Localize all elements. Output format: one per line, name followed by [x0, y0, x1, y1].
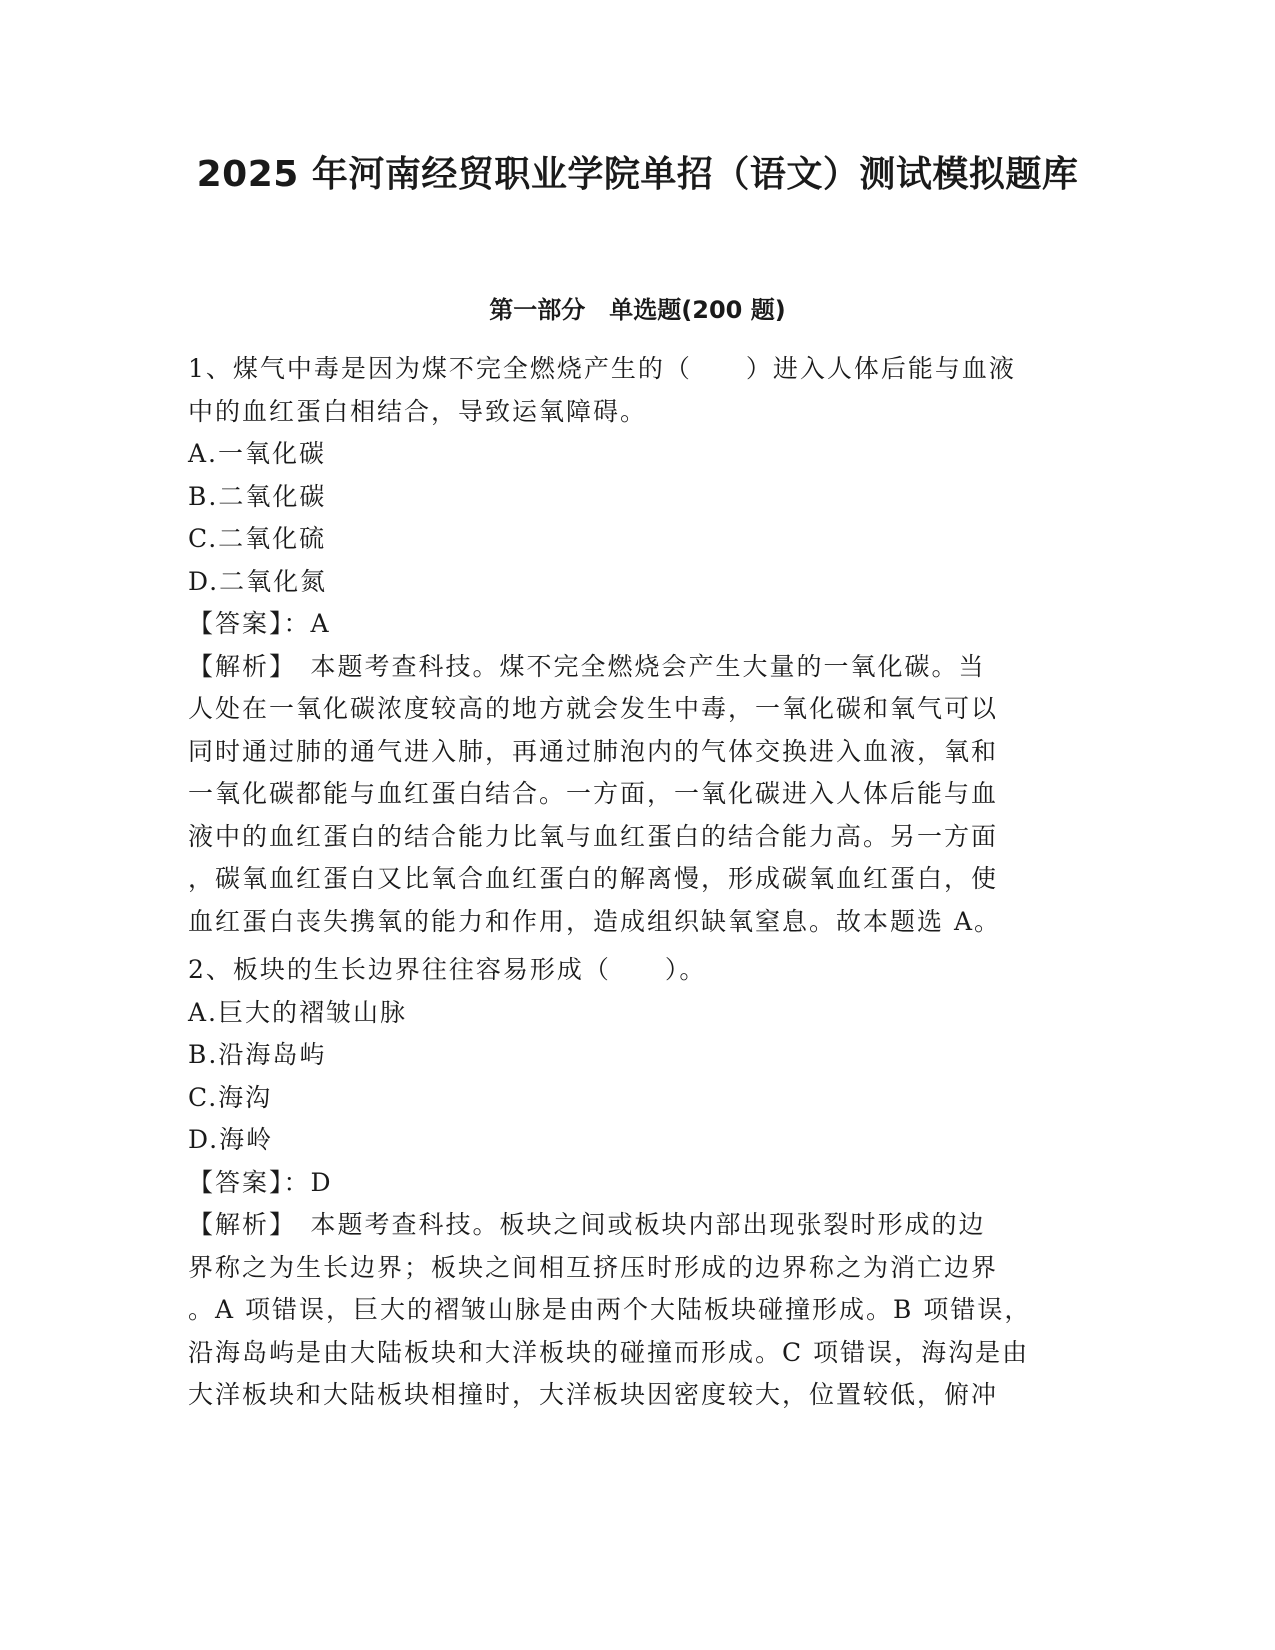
question-stem-line: 1、煤气中毒是因为煤不完全燃烧产生的（ ）进入人体后能与血液	[188, 354, 1016, 383]
question-stem-line: 中的血红蛋白相结合，导致运氧障碍。	[188, 396, 648, 426]
analysis-line: 【解析】 本题考查科技。煤不完全燃烧会产生大量的一氧化碳。当	[188, 651, 986, 681]
question-stem-line: 2、板块的生长边界往往容易形成（ ）。	[188, 955, 707, 984]
option-b: B.沿海岛屿	[188, 1040, 327, 1069]
analysis-line: ，碳氧血红蛋白又比氧合血红蛋白的解离慢，形成碳氧血红蛋白，使	[188, 864, 999, 893]
option-d: D.海岭	[188, 1125, 274, 1154]
answer-line: 【答案】：D	[188, 1167, 333, 1197]
analysis-line: 。A 项错误，巨大的褶皱山脉是由两个大陆板块碰撞形成。B 项错误，	[188, 1295, 1032, 1324]
question-block	[188, 949, 1083, 1417]
analysis-line: 大洋板块和大陆板块相撞时，大洋板块因密度较大，位置较低，俯冲	[188, 1380, 999, 1409]
analysis-line: 一氧化碳都能与血红蛋白结合。一方面，一氧化碳进入人体后能与血	[188, 779, 999, 808]
analysis-line: 界称之为生长边界；板块之间相互挤压时形成的边界称之为消亡边界	[188, 1252, 999, 1282]
option-c: C.二氧化硫	[188, 524, 327, 553]
question-list	[188, 348, 1083, 1417]
analysis-line: 同时通过肺的通气进入肺，再通过肺泡内的气体交换进入血液，氧和	[188, 736, 999, 766]
page-title: 2025 年河南经贸职业学院单招（语文）测试模拟题库	[196, 154, 1079, 195]
option-c: C.海沟	[188, 1082, 273, 1112]
option-a: A.一氧化碳	[188, 439, 327, 468]
analysis-line: 血红蛋白丧失携氧的能力和作用，造成组织缺氧窒息。故本题选 A。	[188, 906, 1002, 936]
option-d: D.二氧化氮	[188, 566, 328, 596]
analysis-line: 人处在一氧化碳浓度较高的地方就会发生中毒，一氧化碳和氧气可以	[188, 694, 999, 723]
option-a: A.巨大的褶皱山脉	[188, 997, 408, 1027]
answer-line: 【答案】：A	[188, 609, 331, 638]
option-b: B.二氧化碳	[188, 481, 327, 511]
question-block	[188, 348, 1083, 943]
analysis-line: 液中的血红蛋白的结合能力比氧与血红蛋白的结合能力高。另一方面	[188, 821, 999, 851]
section-heading: 第一部分 单选题(200 题)	[489, 296, 786, 324]
analysis-line: 沿海岛屿是由大陆板块和大洋板块的碰撞而形成。C 项错误，海沟是由	[188, 1337, 1030, 1367]
analysis-line: 【解析】 本题考查科技。板块之间或板块内部出现张裂时形成的边	[188, 1210, 986, 1239]
